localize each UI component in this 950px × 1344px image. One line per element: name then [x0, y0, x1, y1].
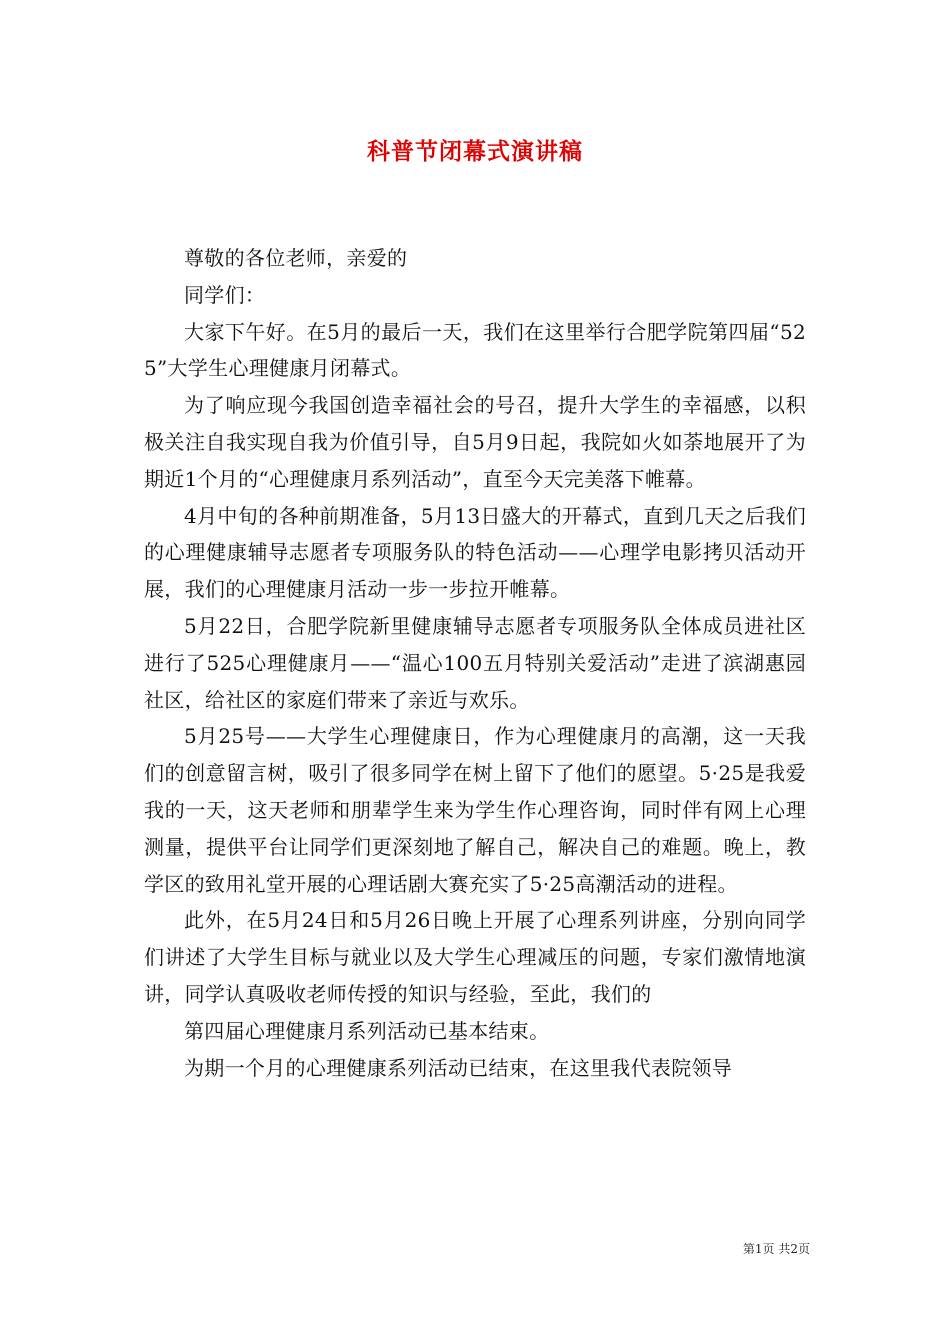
paragraph: 4月中旬的各种前期准备，5月13日盛大的开幕式，直到几天之后我们的心理健康辅导志愿者专项服务队的特色活动——心理学电影拷贝活动开展，我们的心理健康月活动一步一步拉开帷幕。 — [144, 503, 806, 602]
page-number: 第1页 共2页 — [742, 1242, 810, 1256]
paragraph: 为了响应现今我国创造幸福社会的号召，提升大学生的幸福感，以积极关注自我实现自我为价值引导，自5月9日起，我院如火如荼地展开了为期近1个月的“心理健康月系列活动”，直至今天完美落下帷幕。 — [144, 393, 806, 491]
paragraph: 此外，在5月24日和5月26日晚上开展了心理系列讲座，分别向同学们讲述了大学生目标与就业以及大学生心理减压的问题，专家们激情地演讲，同学认真吸收老师传授的知识与经验，至此，我们的 — [144, 908, 806, 1006]
document-body — [144, 240, 806, 1086]
page-title: 科普节闭幕式演讲稿 — [367, 138, 583, 165]
paragraph: 尊敬的各位老师，亲爱的 — [184, 246, 408, 270]
paragraph: 第四届心理健康月系列活动已基本结束。 — [184, 1018, 550, 1043]
paragraph: 5月25号——大学生心理健康日，作为心理健康月的高潮，这一天我们的创意留言树，吸引了很多同学在树上留下了他们的愿望。5·25是我爱我的一天，这天老师和朋辈学生来为学生作心理咨询，同时伴有网上心理测量，提供平台让同学们更深刻地了解自己，解决自己的难题。晚上，教学区的致用礼堂开展的心理话剧大赛充实了5·25高潮活动的进程。 — [144, 724, 806, 896]
paragraph: 同学们： — [184, 282, 266, 307]
paragraph: 大家下午好。在5月的最后一天，我们在这里举行合肥学院第四届“525”大学生心理健康月闭幕式。 — [144, 319, 806, 381]
paragraph: 5月22日，合肥学院新里健康辅导志愿者专项服务队全体成员进社区进行了525心理健康月——“温心100五月特别关爱活动”走进了滨湖惠园社区，给社区的家庭们带来了亲近与欢乐。 — [144, 613, 806, 712]
paragraph: 为期一个月的心理健康系列活动已结束，在这里我代表院领导 — [184, 1055, 733, 1080]
